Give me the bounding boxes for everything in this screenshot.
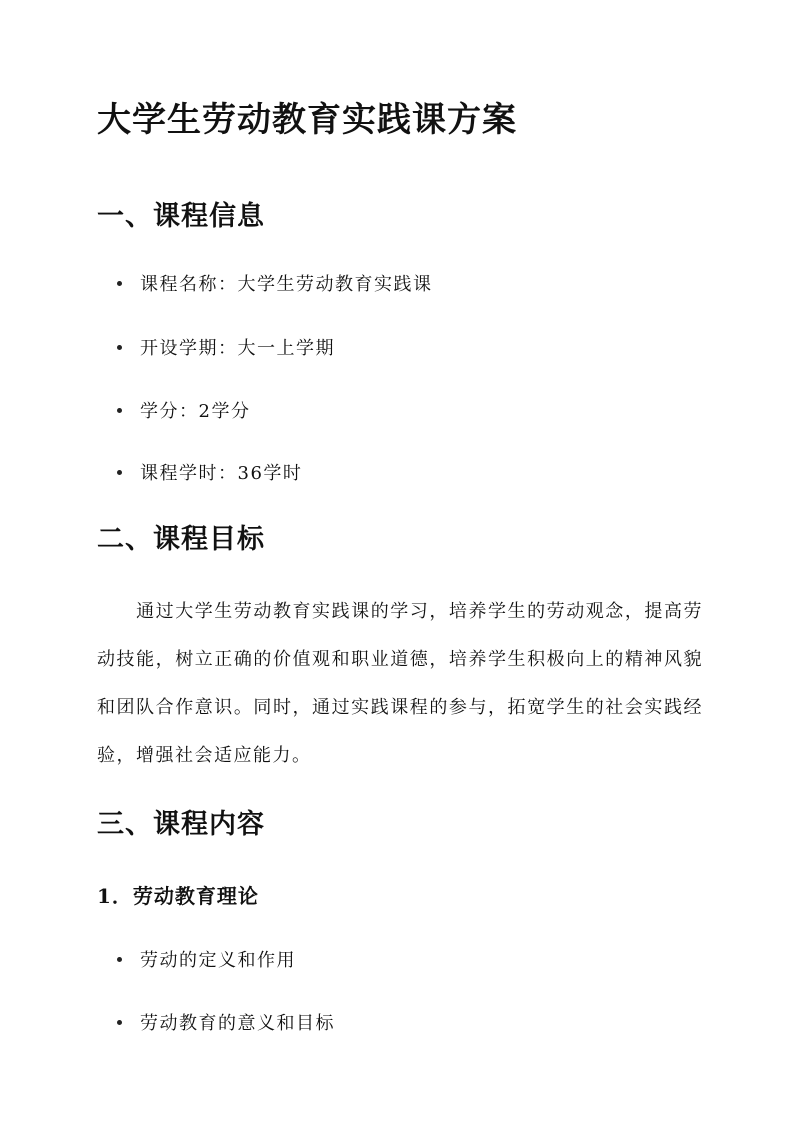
section-heading-course-info: 一、课程信息 [97,201,265,232]
list-item [117,946,296,972]
bullet-icon [117,1020,122,1025]
list-item-text: 劳动教育的意义和目标 [140,1013,335,1034]
section-heading-course-goals: 二、课程目标 [97,524,265,555]
list-item [117,397,250,423]
list-item-text: 课程名称：大学生劳动教育实践课 [140,274,433,295]
list-item-text: 开设学期：大一上学期 [140,338,335,359]
list-item [117,1009,335,1035]
list-item-text: 学分：2学分 [140,401,251,422]
list-item [117,334,335,360]
bullet-icon [117,408,122,413]
list-item-text: 课程学时：36学时 [140,463,303,484]
section-heading-course-content: 三、课程内容 [97,809,265,840]
list-item [117,270,433,296]
bullet-icon [117,281,122,286]
subsection-heading-labor-theory: 1．劳动教育理论 [97,884,259,908]
list-item-text: 劳动的定义和作用 [140,950,296,971]
bullet-icon [117,957,122,962]
bullet-icon [117,470,122,475]
list-item [117,459,302,485]
bullet-icon [117,345,122,350]
document-title: 大学生劳动教育实践课方案 [97,100,517,140]
course-goals-paragraph: 通过大学生劳动教育实践课的学习，培养学生的劳动观念，提高劳动技能，树立正确的价值观和职业道德，培养学生积极向上的精神风貌和团队合作意识。同时，通过实践课程的参与，拓宽学生的社会实践经验，增强社会适应能力。 [97,601,703,766]
